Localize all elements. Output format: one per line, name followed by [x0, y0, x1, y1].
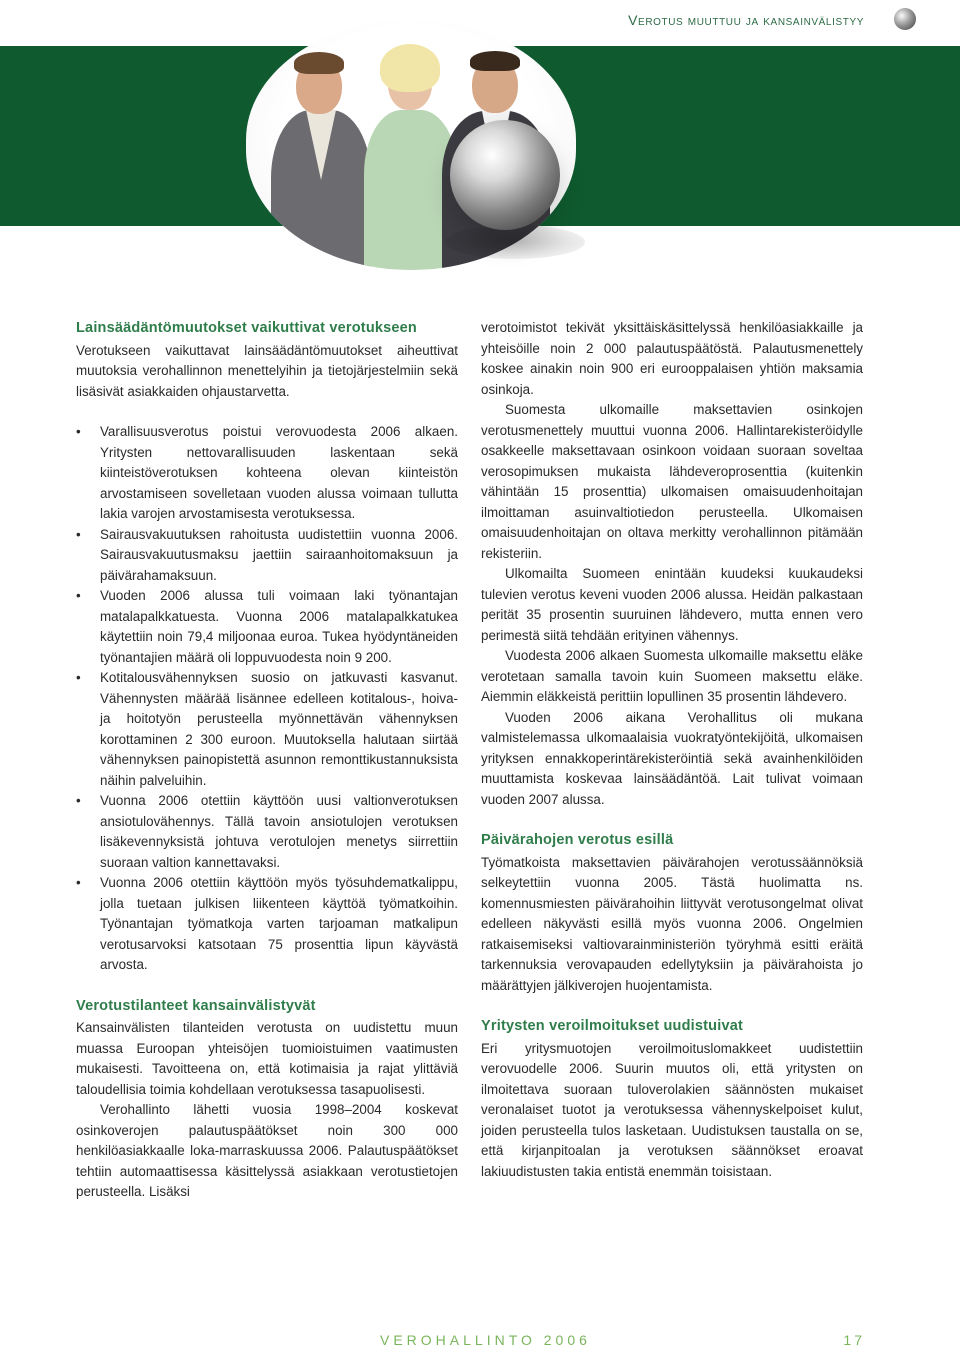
legislation-intro: Verotukseen vaikuttavat lainsäädäntömuutokset aiheuttivat muutoksia verohallinnon menettelyihin ja tietojärjestelmiin sekä lisäsivät asiakkaiden ohjaustarvetta. — [76, 342, 458, 399]
chrome-sphere-icon — [450, 120, 560, 230]
section-heading-legislation: Lainsäädäntömuutokset vaikuttivat verotukseen — [76, 320, 417, 336]
section-heading-tax-returns: Yritysten veroilmoitukset uudistuivat — [481, 1018, 744, 1034]
bullet-item: • Vuonna 2006 otettiin käyttöön myös työsuhdematkalippu, jolla tuetaan julkisen liikenteen käyttöä työmatkoihin. Työnantajan työmatkoja varten tarjoaman matkalipun verotusarvoksi katsotaan 75 prosenttia lipun käyvästä arvosta. — [76, 873, 458, 976]
international-paragraph-1: Kansainvälisten tilanteiden verotusta on uudistettu muun muassa Euroopan yhteisöjen tuomioistuimen vaatimusten mukaisesti. Tavoitteena on, että kotimaisia ja rajat ylittäviä taloudellisia toimia kohdellaan verotuksessa tasapuolisesti. — [76, 1020, 458, 1097]
bullet-item: • Sairausvakuutuksen rahoitusta uudistettiin vuonna 2006. Sairausvakuutusmaksu jaettiin sairaanhoitomaksuun ja päivärahamaksuun. — [76, 525, 458, 587]
footer-publication-label: VEROHALLINTO 2006 — [380, 1332, 591, 1348]
tax-returns-paragraph: Eri yritysmuotojen veroilmoituslomakkeet uudistettiin verovuodelle 2006. Suurin muutos oli, että yritysten on ilmoitettava suoraan tuloverolakien säännösten mukaiset veronalaiset tuotot ja verotuksessa vähennyskelpoiset kulut, joiden perusteella tulos lasketaan. Uudistuksen taustalla on se, että kirjanpitoalan ja verotuksen säännökset eroavat lakiuudistusten takia entistä enemmän toisistaan. — [481, 1040, 863, 1179]
right-column — [481, 318, 863, 1182]
left-column — [76, 318, 458, 1203]
page-number: 17 — [843, 1332, 865, 1348]
right-paragraph: verotoimistot tekivät yksittäiskäsittelyssä henkilöasiakkaille ja yhteisöille noin 2 000 palautuspäätöstä. Palautusmenettely koskee ainakin noin 900 eri eurooppalaisen yhtiön maksamia osinkoja. — [481, 320, 863, 397]
per-diem-paragraph: Työmatkoista maksettavien päivärahojen verotussäännöksiä selkeytettiin vuonna 2005. Tästä huolimatta ns. komennusmiesten päivärahoihin liittyvät verotusongelmat olivat edelleen näkyvästi esillä myös vuonna 2006. Ongelmien ratkaisemiseksi valtiovarainministeriön työryhmä esitti eräitä tarkennuksia verovapauden edellytyksiin ja päivärahoista jo määrättyjen jälkiverojen huojentamista. — [481, 854, 863, 993]
right-paragraph: Suomesta ulkomaille maksettavien osinkojen verotusmenettely muuttui vuonna 2006. Hallintarekisteröidylle osakkeelle maksettavaan osinkoon voidaan suoraan soveltaa verosopimuksen mukaista lähdeveroprosenttia (kuitenkin vähintään 15 prosenttia) ulkomaisen omaisuudenhoitajan ilmoittaman asuinvaltiotiedon perusteella. Ulkomaisen omaisuudenhoitajan on oltava merkitty verohallinnon pitämään rekisteriin. — [481, 402, 863, 561]
sphere-shadow — [445, 225, 585, 259]
international-paragraph-2: Verohallinto lähetti vuosia 1998–2004 koskevat osinkoverojen palautuspäätökset noin 300 000 henkilöasiakkaalle loka-marraskuussa 2006. Palautuspäätökset tehtiin automaattisessa käsittelyssä asiakkaan verotustietojen perusteella. Lisäksi — [76, 1102, 458, 1199]
page-header-title: Verotus muuttuu ja kansainvälistyy — [628, 12, 864, 28]
right-paragraph: Ulkomailta Suomeen enintään kuudeksi kuukaudeksi tulevien verotus keveni vuoden 2006 alussa. Heidän palkastaan perität 35 prosentin suuruinen lähdevero, mutta ennen vero perimestä siitä tehdään erityinen vähennys. — [481, 566, 863, 643]
section-heading-per-diem: Päivärahojen verotus esillä — [481, 832, 674, 848]
section-heading-international: Verotustilanteet kansainvälistyvät — [76, 997, 316, 1014]
header-logo-icon — [894, 8, 916, 30]
bullet-item: • Varallisuusverotus poistui verovuodesta 2006 alkaen. Yritysten nettovarallisuuden laskentaan sekä kiinteistöverotuksen kohteena olevan kiinteistön arvostamiseen sovelletaan vuoden alussa voimaan tullutta lakia varojen arvostamisesta verotuksessa. — [76, 422, 458, 525]
bullet-item: • Vuoden 2006 alussa tuli voimaan laki työnantajan matalapalkkatuesta. Vuonna 2006 matalapalkkatukea käytettiin noin 79,4 miljoonaa euroa. Tukea hyödyntäneiden työnantajien määrä oli loppuvuodesta noin 9 200. — [76, 586, 458, 668]
right-paragraph: Vuodesta 2006 alkaen Suomesta ulkomaille maksettu eläke verotetaan samalla tavoin kuin Suomeen maksettu eläke. Aiemmin eläkkeistä perittiin lopullinen 35 prosentin lähdevero. — [481, 648, 863, 704]
bullet-item: • Kotitalousvähennyksen suosio on jatkuvasti kasvanut. Vähennysten määrää lisännee edelleen kotitalous-, hoiva- ja hoitotyön perusteella myönnettävän vähennyksen korottaminen 2 300 euroon. Muutoksella halutaan siirtää vähennyksen painopistettä asunnon remonttikustannuksista näihin palveluihin. — [76, 668, 458, 791]
legislation-bullet-list — [76, 422, 458, 976]
right-paragraph: Vuoden 2006 aikana Verohallitus oli mukana valmistelemassa ulkomaalaisia vuokratyöntekijöitä, ulkomaisen yrityksen ennakkoperintärekisteröintiä sekä avainhenkilöiden muuttamista koskevaa lainsäädäntöä. Lait tulivat voimaan vuoden 2007 alussa. — [481, 709, 863, 807]
bullet-item: • Vuonna 2006 otettiin käyttöön uusi valtionverotuksen ansiotulovähennys. Tällä tavoin ansiotulojen verotuksen lisäkevennyksistä johtuva verotulojen menetys siirrettiin suoraan valtion kannettavaksi. — [76, 791, 458, 873]
